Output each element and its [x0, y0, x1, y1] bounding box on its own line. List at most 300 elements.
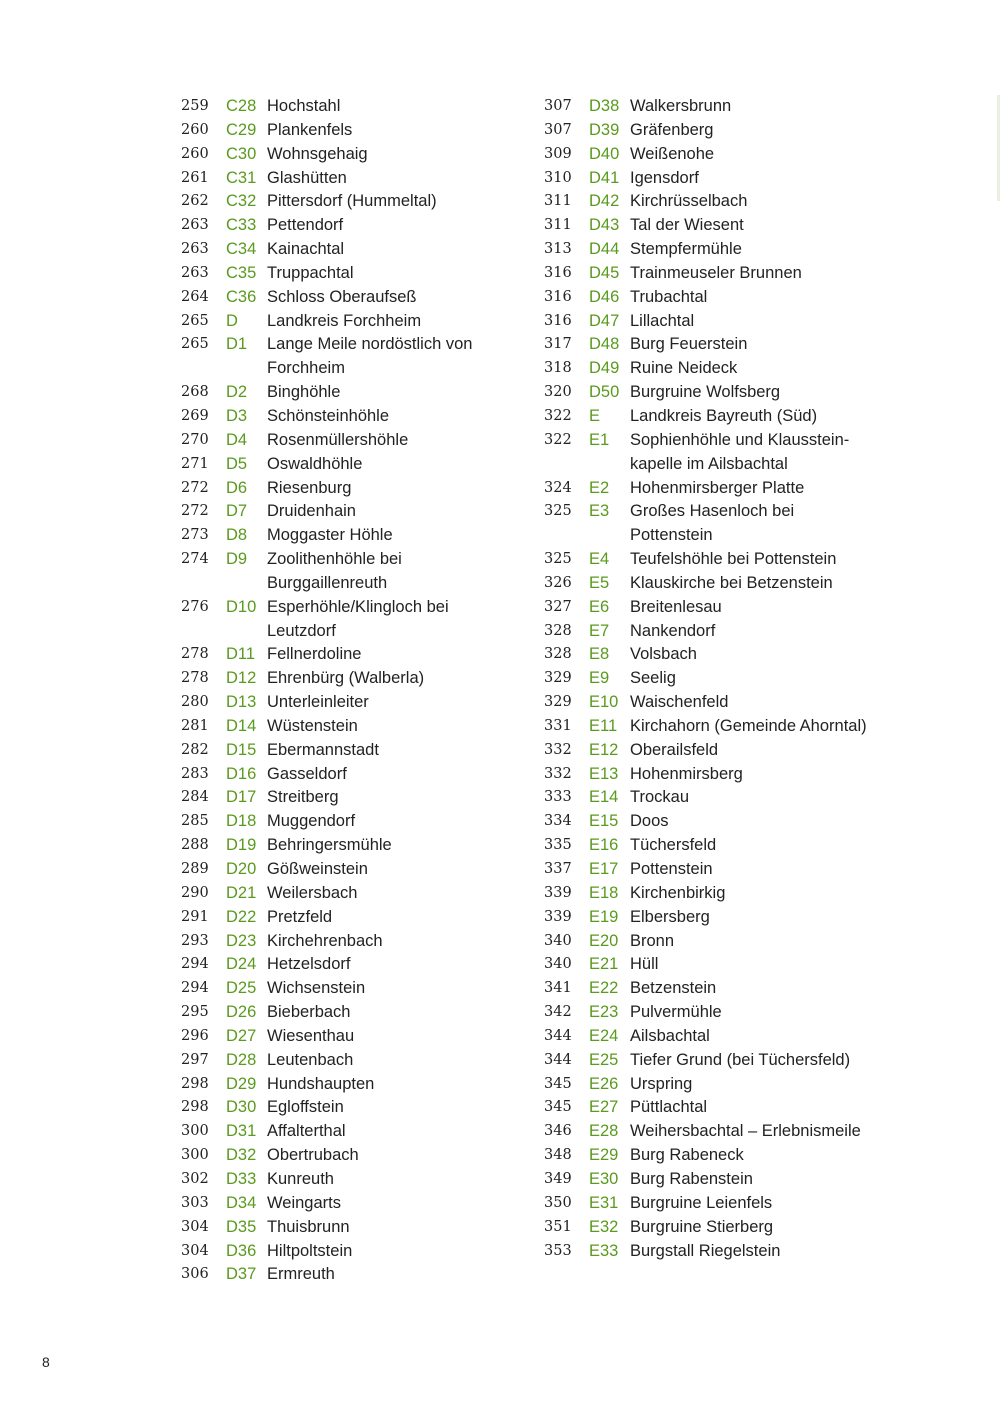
toc-entry [178, 1192, 508, 1216]
toc-entry [178, 1240, 508, 1264]
entry-code: D8 [226, 526, 248, 545]
entry-code: E8 [589, 645, 610, 664]
entry-code: D15 [226, 740, 257, 759]
entry-title: Pottenstein [630, 860, 713, 878]
toc-entry [541, 381, 881, 405]
toc-entry [541, 262, 881, 286]
entry-title: Riesenburg [267, 478, 352, 497]
entry-page-number: 271 [181, 455, 209, 472]
entry-page-number: 328 [544, 646, 572, 663]
toc-entry [178, 405, 508, 429]
entry-title: Burg Rabenstein [630, 1169, 753, 1188]
entry-title: Oberailsfeld [630, 740, 719, 759]
entry-page-number: 335 [544, 837, 572, 854]
entry-page-number: 329 [544, 694, 572, 711]
entry-page-number: 265 [181, 312, 209, 329]
entry-code: E11 [589, 716, 618, 735]
entry-page-number: 313 [544, 241, 572, 258]
entry-page-number: 268 [181, 384, 209, 401]
entry-title: Trainmeuseler Brunnen [630, 263, 802, 282]
toc-entry [178, 500, 508, 524]
entry-code: D13 [226, 693, 257, 712]
entry-title: Kirchahorn (Gemeinde Ahorntal) [630, 716, 867, 735]
entry-title: Moggaster Höhle [267, 526, 393, 545]
entry-code: E5 [589, 573, 610, 592]
entry-code: D38 [589, 97, 620, 115]
entry-page-number: 265 [181, 336, 209, 353]
entry-code: E9 [589, 669, 610, 688]
entry-page-number: 303 [181, 1194, 209, 1211]
toc-entry [178, 190, 508, 214]
toc-entry [178, 524, 508, 548]
entry-title: Binghöhle [267, 383, 341, 402]
entry-page-number: 302 [181, 1170, 209, 1187]
toc-entry [178, 214, 508, 238]
toc-entry [541, 930, 881, 954]
entry-code: E1 [589, 430, 610, 449]
entry-title: Kunreuth [267, 1169, 334, 1188]
entry-title: Pulvermühle [630, 1003, 722, 1022]
toc-entry [178, 119, 508, 143]
entry-code: E31 [589, 1193, 619, 1212]
entry-page-number: 289 [181, 861, 209, 877]
toc-entry [178, 763, 508, 787]
toc-entry [541, 834, 881, 858]
entry-title: Ailsbachtal [630, 1026, 710, 1045]
entry-page-number: 272 [181, 503, 209, 520]
entry-code: E30 [589, 1169, 619, 1188]
entry-code: D16 [226, 764, 257, 783]
entry-page-number: 344 [544, 1027, 572, 1044]
toc-entry [541, 1120, 881, 1144]
entry-title: Hohenmirsberger Platte [630, 478, 805, 497]
entry-code: E21 [589, 955, 619, 974]
toc-entry [178, 1096, 508, 1120]
entry-title: Landkreis Forchheim [267, 311, 422, 330]
toc-entry [541, 405, 881, 429]
entry-title: Hochstahl [267, 97, 341, 115]
entry-title: Thuisbrunn [267, 1217, 350, 1236]
entry-title: Gasseldorf [267, 764, 347, 783]
entry-page-number: 306 [181, 1266, 209, 1283]
entry-code: C32 [226, 192, 257, 211]
entry-page-number: 339 [544, 884, 572, 901]
entry-title: Weihersbachtal – Erlebnismeile [630, 1122, 861, 1141]
entry-code: D42 [589, 192, 620, 211]
toc-entry [541, 715, 881, 739]
toc-entry [541, 310, 881, 334]
entry-page-number: 328 [544, 622, 572, 639]
entry-code: D2 [226, 383, 248, 402]
entry-code: D36 [226, 1241, 257, 1260]
entry-code: E4 [589, 550, 610, 569]
entry-code: C35 [226, 263, 257, 282]
entry-title: Elbersberg [630, 907, 710, 926]
entry-title: Trockau [630, 788, 689, 807]
entry-code: D30 [226, 1098, 257, 1117]
entry-title: Streitberg [267, 788, 339, 807]
entry-title: Rosenmüllershöhle [267, 430, 409, 449]
entry-page-number: 353 [544, 1242, 572, 1259]
entry-page-number: 297 [181, 1051, 209, 1068]
entry-code: E32 [589, 1217, 619, 1236]
entry-page-number: 342 [544, 1004, 572, 1021]
entry-page-number: 341 [544, 980, 572, 997]
entry-code: D9 [226, 550, 248, 569]
entry-page-number: 311 [544, 217, 572, 234]
entry-title: Püttlachtal [630, 1098, 708, 1117]
toc-entry [178, 1168, 508, 1192]
entry-page-number: 278 [181, 646, 209, 663]
toc-entry [541, 333, 881, 357]
entry-page-number: 281 [181, 717, 209, 734]
toc-entry [178, 739, 508, 763]
entry-code: D27 [226, 1026, 257, 1045]
entry-code: D [226, 311, 238, 330]
entry-title: Wohnsgehaig [267, 144, 368, 163]
entry-title: Kirchehrenbach [267, 931, 383, 950]
entry-title: Leutenbach [267, 1050, 354, 1069]
toc-left-column [178, 95, 508, 1287]
entry-title: Teufelshöhle bei Pottenstein [630, 550, 837, 569]
toc-entry [178, 1120, 508, 1144]
toc-entry [178, 1001, 508, 1025]
entry-page-number: 331 [544, 717, 572, 734]
entry-page-number: 278 [181, 670, 209, 687]
entry-title: Wichsenstein [267, 979, 366, 998]
toc-entry [178, 1144, 508, 1168]
entry-title: Weißenohe [630, 144, 715, 163]
toc-entry [178, 596, 508, 644]
entry-title: Egloffstein [267, 1098, 344, 1117]
entry-page-number: 274 [181, 551, 209, 568]
entry-page-number: 263 [181, 217, 209, 234]
entry-page-number: 304 [181, 1242, 209, 1259]
toc-entry [178, 906, 508, 930]
toc-entry [178, 1263, 508, 1287]
entry-page-number: 264 [181, 288, 209, 305]
entry-page-number: 300 [181, 1123, 209, 1140]
toc-entry [541, 167, 881, 191]
toc-entry [541, 1144, 881, 1168]
entry-title: Urspring [630, 1074, 693, 1093]
toc-entry [178, 381, 508, 405]
entry-page-number: 300 [181, 1147, 209, 1164]
entry-code: D41 [589, 168, 620, 187]
entry-code: E6 [589, 597, 610, 616]
entry-page-number: 320 [544, 384, 572, 401]
toc-entry [541, 1216, 881, 1240]
entry-title: Affalterthal [267, 1122, 346, 1141]
toc-entry [541, 477, 881, 501]
entry-page-number: 263 [181, 241, 209, 258]
entry-code: E12 [589, 740, 619, 759]
entry-page-number: 304 [181, 1218, 209, 1235]
entry-code: D21 [226, 883, 257, 902]
entry-title: Breitenlesau [630, 597, 722, 616]
toc-entry [178, 1049, 508, 1073]
entry-title: Landkreis Bayreuth (Süd) [630, 406, 818, 425]
entry-page-number: 260 [181, 121, 209, 138]
entry-page-number: 316 [544, 264, 572, 281]
entry-page-number: 285 [181, 813, 209, 830]
toc-entry [541, 190, 881, 214]
entry-title: Tal der Wiesent [630, 216, 744, 235]
entry-code: E26 [589, 1074, 619, 1093]
toc-entry [178, 882, 508, 906]
entry-title: Tüchersfeld [630, 836, 717, 855]
entry-title: Sophienhöhle und Klausstein-kapelle im Ailsbachtal [630, 430, 850, 473]
entry-page-number: 325 [544, 503, 572, 520]
entry-title: Burg Rabeneck [630, 1146, 744, 1165]
entry-title: Schloss Oberaufseß [267, 287, 417, 306]
toc-entry [178, 453, 508, 477]
entry-page-number: 324 [544, 479, 572, 496]
entry-title: Volsbach [630, 645, 697, 664]
toc-entry [541, 1025, 881, 1049]
entry-code: D18 [226, 812, 257, 831]
toc-entry [541, 95, 881, 119]
entry-page-number: 262 [181, 193, 209, 210]
entry-title: Betzenstein [630, 979, 717, 998]
toc-entry [178, 310, 508, 334]
toc-entry [541, 763, 881, 787]
entry-code: D17 [226, 788, 257, 807]
toc-entry [178, 930, 508, 954]
toc-entry [178, 477, 508, 501]
entry-code: D3 [226, 406, 248, 425]
entry-code: D49 [589, 359, 620, 378]
entry-code: E20 [589, 931, 619, 950]
entry-page-number: 350 [544, 1194, 572, 1211]
entry-code: E17 [589, 860, 619, 878]
toc-entry [541, 1168, 881, 1192]
toc-right-column [541, 95, 881, 1263]
entry-page-number: 270 [181, 431, 209, 448]
toc-entry [541, 953, 881, 977]
entry-title: Walkersbrunn [630, 97, 732, 115]
entry-code: D7 [226, 502, 248, 521]
entry-page-number: 346 [544, 1123, 572, 1140]
entry-title: Pettendorf [267, 216, 344, 235]
entry-page-number: 282 [181, 741, 209, 758]
toc-entry [541, 739, 881, 763]
entry-page-number: 332 [544, 741, 572, 758]
toc-entry [178, 667, 508, 691]
entry-title: Druidenhain [267, 502, 356, 521]
entry-page-number: 316 [544, 312, 572, 329]
toc-entry [178, 1025, 508, 1049]
entry-page-number: 326 [544, 574, 572, 591]
entry-page-number: 293 [181, 932, 209, 949]
entry-title: Kainachtal [267, 240, 345, 259]
entry-page-number: 348 [544, 1147, 572, 1164]
entry-title: Pretzfeld [267, 907, 333, 926]
entry-code: D26 [226, 1003, 257, 1022]
entry-title: Nankendorf [630, 621, 716, 640]
entry-title: Oswaldhöhle [267, 454, 363, 473]
toc-entry [541, 572, 881, 596]
entry-title: Wiesenthau [267, 1026, 355, 1045]
entry-title: Kirchrüsselbach [630, 192, 748, 211]
entry-title: Wüstenstein [267, 716, 358, 735]
entry-code: D14 [226, 716, 257, 735]
entry-page-number: 337 [544, 861, 572, 877]
entry-code: C29 [226, 120, 257, 139]
toc-entry [541, 1073, 881, 1097]
entry-title: Großes Hasenloch bei Pottenstein [630, 502, 795, 545]
entry-code: D20 [226, 860, 257, 878]
entry-title: Hetzelsdorf [267, 955, 351, 974]
toc-entry [178, 95, 508, 119]
toc-entry [541, 667, 881, 691]
toc-entry [178, 715, 508, 739]
entry-code: D40 [589, 144, 620, 163]
entry-page-number: 339 [544, 908, 572, 925]
entry-page-number: 344 [544, 1051, 572, 1068]
toc-entry [541, 119, 881, 143]
toc-entry [541, 286, 881, 310]
entry-code: D47 [589, 311, 620, 330]
entry-page-number: 340 [544, 932, 572, 949]
entry-title: Bieberbach [267, 1003, 351, 1022]
entry-title: Tiefer Grund (bei Tüchersfeld) [630, 1050, 851, 1069]
entry-page-number: 291 [181, 908, 209, 925]
toc-entry [178, 977, 508, 1001]
entry-page-number: 351 [544, 1218, 572, 1235]
entry-page-number: 345 [544, 1075, 572, 1092]
toc-entry [541, 1096, 881, 1120]
entry-title: Burgruine Stierberg [630, 1217, 774, 1236]
entry-title: Burgstall Riegelstein [630, 1241, 781, 1260]
entry-title: Pittersdorf (Hummeltal) [267, 192, 437, 211]
entry-code: D19 [226, 836, 257, 855]
entry-code: D29 [226, 1074, 257, 1093]
entry-page-number: 325 [544, 551, 572, 568]
toc-entry [541, 596, 881, 620]
entry-title: Behringersmühle [267, 836, 392, 855]
toc-entry [541, 429, 881, 477]
entry-code: D24 [226, 955, 257, 974]
entry-title: Ehrenbürg (Walberla) [267, 669, 425, 688]
entry-page-number: 294 [181, 980, 209, 997]
entry-page-number: 290 [181, 884, 209, 901]
entry-title: Muggendorf [267, 812, 356, 831]
entry-page-number: 349 [544, 1170, 572, 1187]
toc-entry [541, 238, 881, 262]
toc-entry [541, 691, 881, 715]
entry-page-number: 332 [544, 765, 572, 782]
entry-title: Igensdorf [630, 168, 699, 187]
entry-code: D44 [589, 240, 620, 259]
entry-title: Glashütten [267, 168, 347, 187]
entry-title: Kirchenbirkig [630, 883, 726, 902]
entry-title: Burgruine Wolfsberg [630, 383, 781, 402]
toc-entry [178, 858, 508, 882]
entry-title: Doos [630, 812, 669, 831]
entry-title: Burg Feuerstein [630, 335, 748, 354]
entry-title: Obertrubach [267, 1146, 359, 1165]
toc-entry [541, 858, 881, 882]
toc-entry [541, 620, 881, 644]
entry-page-number: 322 [544, 431, 572, 448]
toc-entry [178, 167, 508, 191]
toc-entry [178, 691, 508, 715]
toc-entry [541, 548, 881, 572]
entry-code: D43 [589, 216, 620, 235]
entry-page-number: 259 [181, 98, 209, 114]
toc-entry [541, 1192, 881, 1216]
toc-entry [541, 786, 881, 810]
entry-page-number: 288 [181, 837, 209, 854]
entry-page-number: 263 [181, 264, 209, 281]
entry-code: E14 [589, 788, 619, 807]
entry-title: Waischenfeld [630, 693, 729, 712]
entry-code: E27 [589, 1098, 619, 1117]
toc-entry [541, 1240, 881, 1264]
toc-entry [541, 143, 881, 167]
entry-page-number: 307 [544, 121, 572, 138]
entry-code: D22 [226, 907, 257, 926]
entry-title: Gößweinstein [267, 860, 368, 878]
entry-title: Lillachtal [630, 311, 695, 330]
entry-code: D31 [226, 1122, 257, 1141]
entry-page-number: 345 [544, 1099, 572, 1116]
entry-page-number: 309 [544, 145, 572, 162]
entry-page-number: 310 [544, 169, 572, 186]
entry-code: E [589, 406, 601, 425]
entry-code: E10 [589, 693, 619, 712]
entry-code: D39 [589, 120, 620, 139]
entry-code: E25 [589, 1050, 619, 1069]
toc-entry [178, 953, 508, 977]
entry-code: C36 [226, 287, 257, 306]
entry-page-number: 316 [544, 288, 572, 305]
entry-page-number: 272 [181, 479, 209, 496]
entry-code: E29 [589, 1146, 619, 1165]
entry-page-number: 298 [181, 1099, 209, 1116]
entry-title: Ruine Neideck [630, 359, 738, 378]
entry-title: Lange Meile nordöstlich von Forchheim [267, 335, 473, 378]
entry-title: Fellnerdoline [267, 645, 362, 664]
entry-code: D34 [226, 1193, 257, 1212]
entry-page-number: 283 [181, 765, 209, 782]
entry-code: D45 [589, 263, 620, 282]
entry-page-number: 280 [181, 694, 209, 711]
entry-code: D11 [226, 645, 256, 664]
entry-page-number: 276 [181, 598, 209, 615]
toc-entry [178, 333, 508, 381]
toc-entry [541, 882, 881, 906]
entry-page-number: 322 [544, 407, 572, 424]
entry-title: Klauskirche bei Betzenstein [630, 573, 833, 592]
entry-title: Burgruine Leienfels [630, 1193, 773, 1212]
entry-page-number: 298 [181, 1075, 209, 1092]
entry-code: D1 [226, 335, 248, 354]
entry-title: Seelig [630, 669, 676, 688]
toc-entry [178, 834, 508, 858]
entry-title: Bronn [630, 931, 675, 950]
entry-code: C33 [226, 216, 257, 235]
entry-code: D35 [226, 1217, 257, 1236]
entry-code: E19 [589, 907, 619, 926]
toc-entry [541, 643, 881, 667]
toc-entry [541, 357, 881, 381]
toc-entry [178, 810, 508, 834]
entry-page-number: 269 [181, 407, 209, 424]
entry-code: E13 [589, 764, 619, 783]
toc-entry [178, 786, 508, 810]
